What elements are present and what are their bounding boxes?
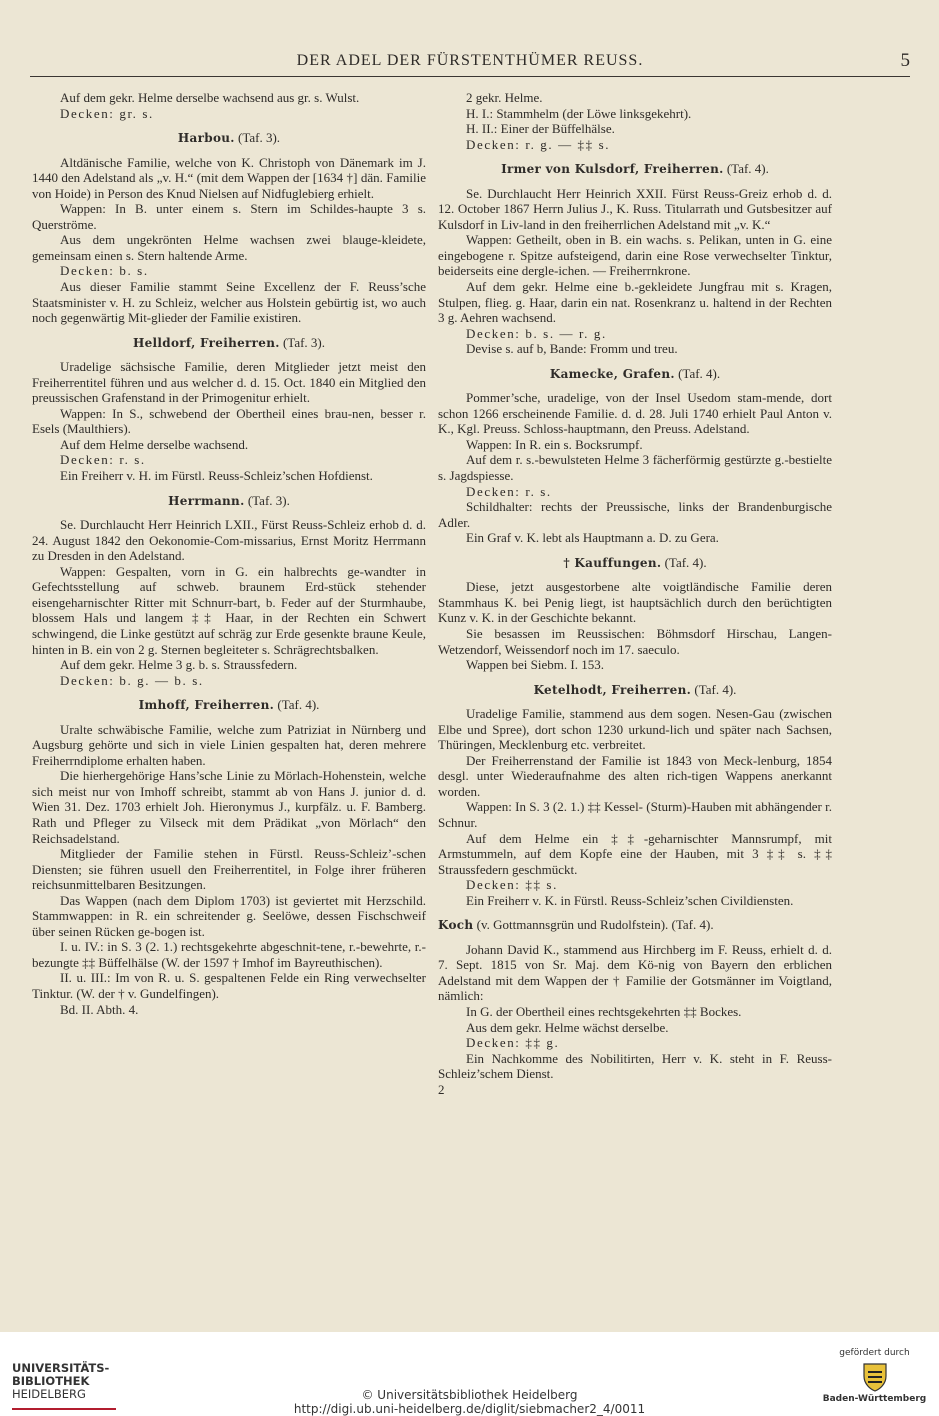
entry-name: Imhoff, Freiherren. — [138, 698, 275, 713]
paragraph: Altdänische Familie, welche von K. Christoph von Dänemark im J. 1440 den Adelstand als „v. H.“ (mit dem Wappen der [1634 †] dän. Familie von Hoide) in Person des Knud Nielsen auf Nidfuglebierg erhielt. — [32, 154, 426, 201]
paragraph: Aus dieser Familie stammt Seine Excellenz der F. Reuss’sche Staatsminister v. H. zu Schleiz, welcher aus Holstein gebürtig ist, wo auch noch gegenwärtig Mit-glieder der Familie existiren. — [32, 279, 426, 326]
plate-ref: (Taf. 3). — [282, 334, 326, 350]
paragraph: Auf dem Helme derselbe wachsend. — [60, 436, 249, 452]
funded-by-label: gefördert durch — [839, 1348, 910, 1358]
paragraph: Pommer’sche, uradelige, von der Insel Usedom stam-mende, dort schon 1266 erscheinende Familie. d. d. 28. Juli 1740 erhielt Paul Anton v. K., Kgl. Preuss. Schloss-hauptmann, den Preuss. Adelstand. — [438, 390, 832, 437]
volume-footer: Bd. II. Abth. 4. — [60, 1001, 139, 1017]
entry-name: Helldorf, Freiherren. — [132, 335, 280, 350]
paragraph: Uralte schwäbische Familie, welche zum Patriziat in Nürnberg und Augsburg gehörte und sich in viele Linien gespalten hat, deren mehrere Freiherrndiplome erhalten haben. — [32, 721, 426, 768]
left-column — [32, 90, 426, 1017]
state-name: Baden-Württemberg — [822, 1394, 927, 1404]
entry-heading-kauffungen — [438, 555, 832, 572]
paragraph: Ein Nachkomme des Nobilitirten, Herr v. K. steht in F. Reuss-Schleiz’schem Dienst. — [438, 1050, 832, 1082]
paragraph: Mitglieder der Familie stehen in Fürstl. Reuss-Schleiz’-schen Diensten; sie führen usuell den Freiherrentitel, in Folge ihrer früheren reichsunmittelbaren Besitzungen. — [32, 846, 426, 893]
paragraph: Aus dem gekr. Helme wächst derselbe. — [466, 1019, 669, 1035]
plate-ref: (Taf. 4). — [277, 697, 320, 713]
paragraph: Decken: r. g. — ‡‡ s. — [466, 136, 611, 152]
paragraph: H. I.: Stammhelm (der Löwe linksgekehrt). — [466, 105, 692, 121]
library-name-line1: UNIVERSITÄTS- — [12, 1361, 110, 1375]
paragraph: Wappen: Getheilt, oben in B. ein wachs. s. Pelikan, unten in G. eine eingebogene r. Spitze aufsteigend, darin eine Rose verwechselter Tinktur, beiderseits eine dergle-ichen. — Freiherrnkrone. — [438, 232, 832, 279]
plate-ref: (Taf. 4). — [726, 161, 769, 177]
paragraph: Auf dem r. s.-bewulsteten Helme 3 fächerförmig gestürzte g.-bestielte s. Jagdspiesse. — [438, 452, 832, 484]
paragraph: In G. der Obertheil eines rechtsgekehrten ‡‡ Bockes. — [466, 1003, 742, 1019]
paragraph: Wappen: In S. 3 (2. 1.) ‡‡ Kessel- (Sturm)-Hauben mit abhängender r. Schnur. — [438, 799, 832, 830]
entry-heading-koch — [438, 917, 832, 934]
copyright-text: © Universitätsbibliothek Heidelberg — [361, 1388, 578, 1402]
copyright-block — [0, 1388, 939, 1416]
paragraph: Wappen: In B. unter einem s. Stern im Schildes-haupte 3 s. Querströme. — [32, 201, 426, 232]
entry-subtitle: (v. Gottmannsgrün und Rudolfstein). — [476, 917, 669, 933]
paragraph: Sie besassen im Reussischen: Böhmsdorf Hirschau, Langen-Wetzendorf, Weissendorf noch im 17. saeculo. — [438, 625, 832, 657]
paragraph: Decken: ‡‡ g. — [466, 1035, 560, 1051]
entry-name: Harbou. — [177, 131, 235, 146]
entry-heading-imhoff — [32, 697, 426, 714]
paragraph: Auf dem Helme ein ‡‡-geharnischter Mannsrumpf, mit Armstummeln, auf dem Kopfe eine der Hauben, mit 3 ‡‡ s. ‡‡ Straussfedern geschmückt. — [438, 830, 832, 877]
paragraph: I. u. IV.: in S. 3 (2. 1.) rechtsgekehrte abgeschnit-tene, r.-bewehrte, r.-bezungte ‡‡ Büffelhälse (W. der 1597 † Imhof im Bayreuthischen). — [32, 939, 426, 970]
library-name-line3: HEIDELBERG — [12, 1387, 86, 1401]
sheet-signature: 2 — [438, 1081, 445, 1097]
paragraph: Ein Freiherr v. H. im Fürstl. Reuss-Schleiz’schen Hofdienst. — [60, 468, 373, 484]
paragraph: Decken: gr. s. — [60, 105, 154, 121]
entry-name: Ketelhodt, Freiherren. — [533, 682, 692, 697]
plate-ref: (Taf. 4). — [664, 554, 707, 570]
plate-ref: (Taf. 4). — [694, 681, 737, 697]
paragraph: Wappen bei Siebm. I. 153. — [466, 657, 604, 673]
paragraph: 2 gekr. Helme. — [466, 90, 543, 105]
library-name-line2: BIBLIOTHEK — [12, 1374, 90, 1388]
entry-name: Herrmann. — [168, 493, 245, 508]
entry-heading-irmer — [438, 161, 832, 178]
paragraph: Decken: b. g. — b. s. — [60, 672, 204, 688]
paragraph: Aus dem ungekrönten Helme wachsen zwei blauge-kleidete, gemeinsam einen s. Stern haltende Arme. — [32, 232, 426, 263]
paragraph: II. u. III.: Im von R. u. S. gespaltenen Felde ein Ring verwechselter Tinktur. (W. der † v. Gundelfingen). — [32, 970, 426, 1001]
viewer-footer-bar — [0, 1332, 939, 1415]
paragraph: Wappen: Gespalten, vorn in G. ein halbrechts ge-wandter in Gefechtsstellung auf schweb. braunem Erd-stück stehender eisengeharnischter Ritter mit Schnurr-bart, b. Feder auf der Sturmhaube, blossem Hals und langem ‡‡ Haar, in der Rechten ein Schwert schwingend, die Linke gestützt auf schräg zur Erde gesenkte braune Keule, hinten in B. ein von 2 g. Sternen begleiteter s. Schrägrechtsbalken. — [32, 563, 426, 657]
paragraph: Auf dem gekr. Helme eine b.-gekleidete Jungfrau mit s. Kragen, Stulpen, flieg. g. Haar, darin ein nat. Rosenkranz u. haltend in der Rechten 3 g. Aehren wachsend. — [438, 279, 832, 326]
entry-heading-ketelhodt — [438, 682, 832, 699]
plate-ref: (Taf. 4). — [671, 917, 714, 933]
page-number: 5 — [900, 50, 910, 71]
paragraph: Uradelige Familie, stammend aus dem sogen. Nesen-Gau (zwischen Elbe und Spree), dort schon 1230 urkund-lich und später nach Sachsen, Thüringen, Mecklenburg etc. verbreitet. — [438, 706, 832, 753]
entry-name: Irmer von Kulsdorf, Freiherren. — [501, 162, 724, 177]
paragraph: Decken: b. s. — r. g. — [466, 325, 607, 341]
paragraph: Schildhalter: rechts der Preussische, links der Brandenburgische Adler. — [438, 499, 832, 530]
entry-name: Kamecke, Grafen. — [549, 366, 675, 381]
paragraph: Uradelige sächsische Familie, deren Mitglieder jetzt meist den Freiherrentitel führen und aus welcher d. d. 15. Oct. 1840 ein Mitglied den preussischen Grafenstand in der Primogenitur erhielt. — [32, 359, 426, 406]
paragraph: Auf dem gekr. Helme derselbe wachsend aus gr. s. Wulst. — [60, 90, 360, 105]
entry-name: † Kauffungen. — [563, 555, 662, 570]
paragraph: Auf dem gekr. Helme 3 g. b. s. Straussfedern. — [60, 657, 298, 673]
paragraph: Decken: ‡‡ s. — [466, 877, 558, 893]
funder-logo[interactable] — [822, 1348, 927, 1404]
entry-heading-kamecke — [438, 366, 832, 383]
entry-heading-helldorf — [32, 335, 426, 352]
paragraph: H. II.: Einer der Büffelhälse. — [466, 121, 615, 137]
paragraph: Devise s. auf b, Bande: Fromm und treu. — [466, 341, 678, 357]
plate-ref: (Taf. 4). — [678, 365, 721, 381]
paragraph: Wappen: In S., schwebend der Obertheil eines brau-nen, besser r. Esels (Maulthiers). — [32, 405, 426, 437]
paragraph: Decken: r. s. — [60, 452, 146, 468]
paragraph: Decken: b. s. — [60, 263, 149, 279]
plate-ref: (Taf. 3). — [238, 130, 281, 146]
entry-heading-herrmann — [32, 493, 426, 510]
page-title: DER ADEL DER FÜRSTENTHÜMER REUSS. — [296, 52, 644, 69]
permalink-url[interactable]: http://digi.ub.uni-heidelberg.de/diglit/siebmacher2_4/0011 — [293, 1402, 646, 1416]
entry-heading-harbou — [32, 130, 426, 147]
entry-name: Koch — [438, 918, 474, 933]
paragraph: Ein Graf v. K. lebt als Hauptmann a. D. zu Gera. — [466, 530, 719, 546]
paragraph: Johann David K., stammend aus Hirchberg im F. Reuss, erhielt d. d. 7. Sept. 1815 von Sr. Maj. dem Kö-nig von Bayern den erblichen Adelstand mit dem Wappen der † Familie der Gotsmänner im Voigtland, nämlich: — [438, 941, 832, 1004]
plate-ref: (Taf. 3). — [247, 492, 290, 508]
paragraph: Das Wappen (nach dem Diplom 1703) ist geviertet mit Herzschild. Stammwappen: in R. ein schreitender g. Seelöwe, dessen Fischschweif über seinen Rücken ge-bogen ist. — [32, 892, 426, 939]
paragraph: Se. Durchlaucht Herr Heinrich XXII. Fürst Reuss-Greiz erhob d. d. 12. October 1867 Herrn Julius J., K. Russ. Titularrath und Gutsbesitzer auf Kulsdorf in Liv-land in den freiherrlichen Adelstand mit „v. K.“ — [438, 185, 832, 232]
paragraph: Die hierhergehörige Hans’sche Linie zu Mörlach-Hohenstein, welche sich meist nur von Imhoff schreibt, stammt ab von Hans J. junior d. d. Wien 31. Dez. 1703 erhielt Joh. Hieronymus J., kurpfälz. u. F. Bamberg. Rath und Pfleger zu Vilseck mit dem Prädikat „von Mörlach“ den Reichsadelstand. — [32, 768, 426, 846]
paragraph: Diese, jetzt ausgestorbene alte voigtländische Familie deren Stammhaus K. bei Penig liegt, ist hauptsächlich durch den berüchtigten Kunz v. K. in der Geschichte bekannt. — [438, 579, 832, 626]
state-coat-of-arms-icon — [862, 1362, 888, 1392]
running-header — [30, 50, 910, 77]
paragraph: Wappen: In R. ein s. Bocksrumpf. — [466, 436, 643, 452]
paragraph: Decken: r. s. — [466, 483, 552, 499]
right-column — [438, 90, 832, 1097]
paragraph: Der Freiherrenstand der Familie ist 1843 von Meck-lenburg, 1854 desgl. unter Wiederaufnahme des alten rich-tigen Wappens anerkannt worden. — [438, 752, 832, 799]
paragraph: Se. Durchlaucht Herr Heinrich LXII., Fürst Reuss-Schleiz erhob d. d. 24. August 1842 den Oekonomie-Com-missarius, Ernst Moritz Herrmann zu Dresden in den Adelstand. — [32, 517, 426, 564]
paragraph: Ein Freiherr v. K. in Fürstl. Reuss-Schleiz’schen Civildiensten. — [466, 892, 794, 908]
